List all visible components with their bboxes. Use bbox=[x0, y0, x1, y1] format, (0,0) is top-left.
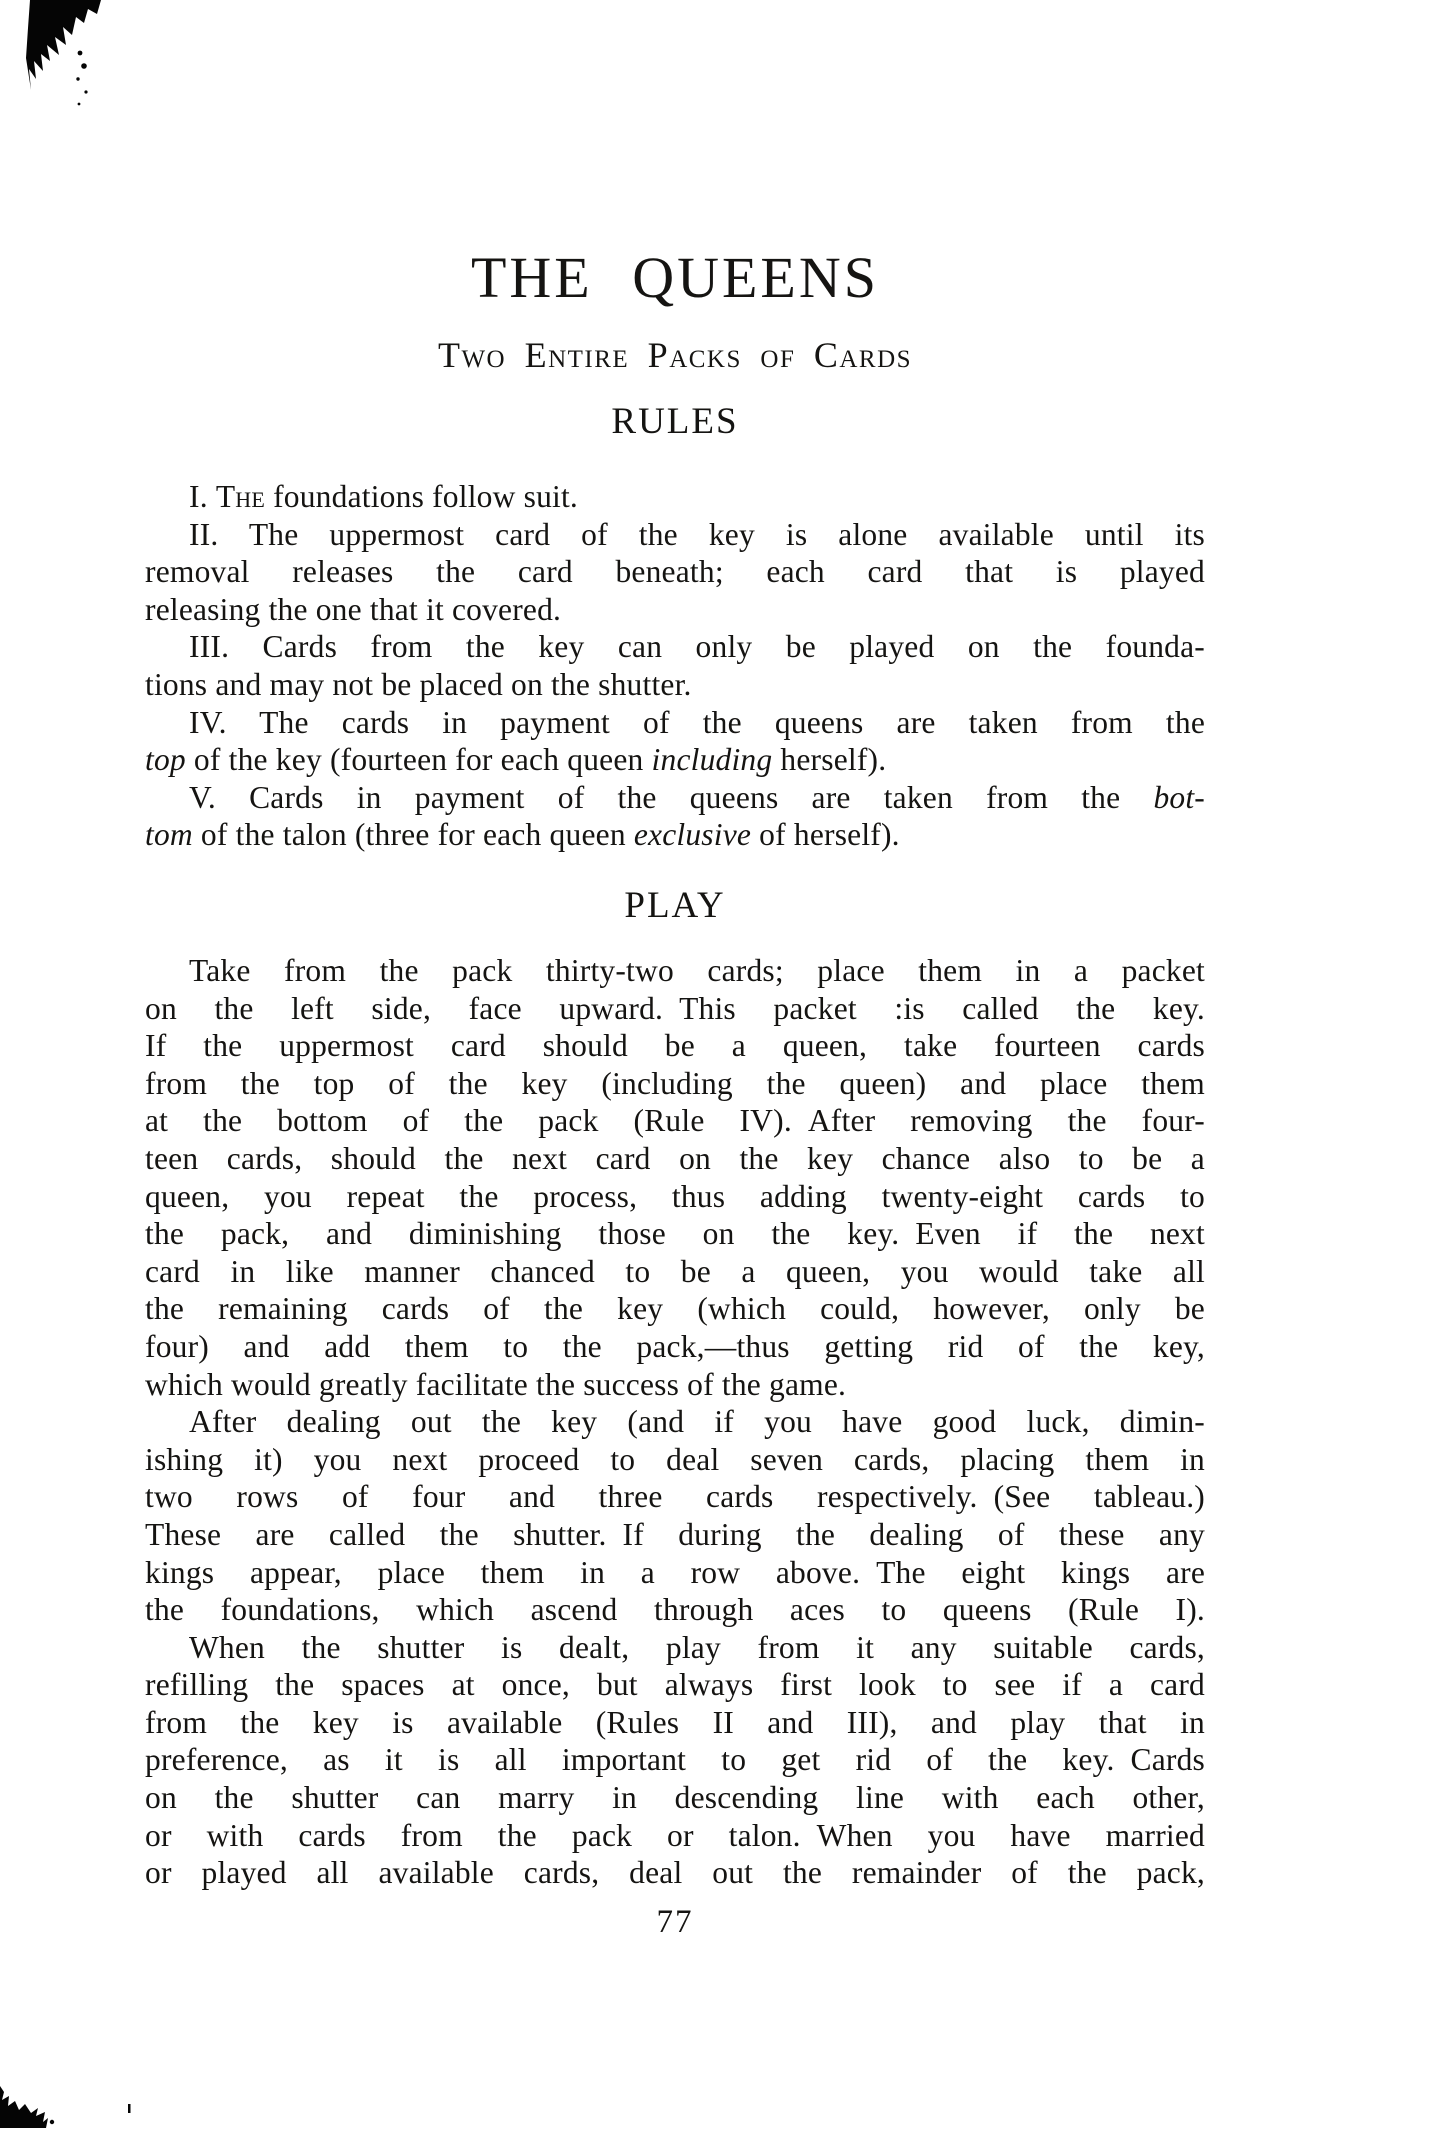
text-line: two rows of four and three cards respectively. (See tableau.) bbox=[145, 1479, 1205, 1515]
text-line: kings appear, place them in a row above. The eight kings are bbox=[145, 1554, 1205, 1590]
text-line: four) and add them to the pack,—thus getting rid of the key, bbox=[145, 1328, 1205, 1364]
text-line: on the left side, face upward. This packet :is called the key. bbox=[145, 990, 1205, 1026]
text-line: I. The foundations follow suit. bbox=[189, 479, 579, 514]
page-title: THE QUEENS bbox=[470, 245, 879, 310]
text-line: card in like manner chanced to be a queen, you would take all bbox=[145, 1253, 1205, 1289]
text-line: or played all available cards, deal out the remainder of the pack, bbox=[145, 1855, 1205, 1891]
rules-text-block bbox=[145, 478, 1205, 854]
ink-blot-top-left bbox=[0, 0, 140, 120]
text-line: removal releases the card beneath; each card that is played bbox=[145, 554, 1205, 590]
text-line: ishing it) you next proceed to deal seven cards, placing them in bbox=[145, 1441, 1205, 1477]
text-line: from the top of the key (including the queen) and place them bbox=[145, 1065, 1205, 1101]
text-line: on the shutter can marry in descending line with each other, bbox=[145, 1780, 1205, 1816]
rules-heading: RULES bbox=[611, 401, 739, 442]
text-line: teen cards, should the next card on the key chance also to be a bbox=[145, 1140, 1205, 1176]
text-line: tions and may not be placed on the shutter. bbox=[145, 666, 692, 702]
play-heading: PLAY bbox=[624, 885, 726, 926]
text-line: V. Cards in payment of the queens are taken from the bot- bbox=[189, 779, 1205, 815]
text-line: which would greatly facilitate the success of the game. bbox=[145, 1366, 847, 1402]
text-line: preference, as it is all important to get rid of the key. Cards bbox=[145, 1742, 1205, 1778]
text-line: at the bottom of the pack (Rule IV). After removing the four- bbox=[145, 1103, 1205, 1139]
text-line: releasing the one that it covered. bbox=[145, 591, 562, 627]
play-text-block bbox=[145, 952, 1205, 1892]
text-line: or with cards from the pack or talon. When you have married bbox=[145, 1817, 1205, 1853]
text-line: top of the key (fourteen for each queen including herself). bbox=[145, 742, 887, 778]
text-line: III. Cards from the key can only be played on the founda- bbox=[189, 629, 1205, 665]
text-line: refilling the spaces at once, but always first look to see if a card bbox=[145, 1667, 1205, 1703]
text-line: the foundations, which ascend through aces to queens (Rule I). bbox=[145, 1592, 1205, 1628]
text-line: If the uppermost card should be a queen, take fourteen cards bbox=[145, 1028, 1205, 1064]
text-line: After dealing out the key (and if you have good luck, dimin- bbox=[189, 1404, 1205, 1440]
page-subtitle: Two Entire Packs of Cards bbox=[437, 335, 913, 375]
text-line: tom of the talon (three for each queen exclusive of herself). bbox=[145, 817, 900, 853]
text-line: II. The uppermost card of the key is alone available until its bbox=[189, 516, 1205, 552]
text-line: the pack, and diminishing those on the key. Even if the next bbox=[145, 1216, 1205, 1252]
text-line: Take from the pack thirty-two cards; place them in a packet bbox=[189, 953, 1205, 988]
text-line: These are called the shutter. If during the dealing of these any bbox=[145, 1516, 1205, 1552]
text-line: queen, you repeat the process, thus adding twenty-eight cards to bbox=[145, 1178, 1205, 1214]
page-number: 77 bbox=[656, 1904, 694, 1940]
text-line: from the key is available (Rules II and III), and play that in bbox=[145, 1704, 1205, 1740]
ink-blot-bottom-left bbox=[0, 2080, 150, 2140]
text-line: the remaining cards of the key (which could, however, only be bbox=[145, 1291, 1205, 1327]
text-line: IV. The cards in payment of the queens are taken from the bbox=[189, 704, 1205, 740]
text-line: When the shutter is dealt, play from it any suitable cards, bbox=[189, 1629, 1205, 1665]
